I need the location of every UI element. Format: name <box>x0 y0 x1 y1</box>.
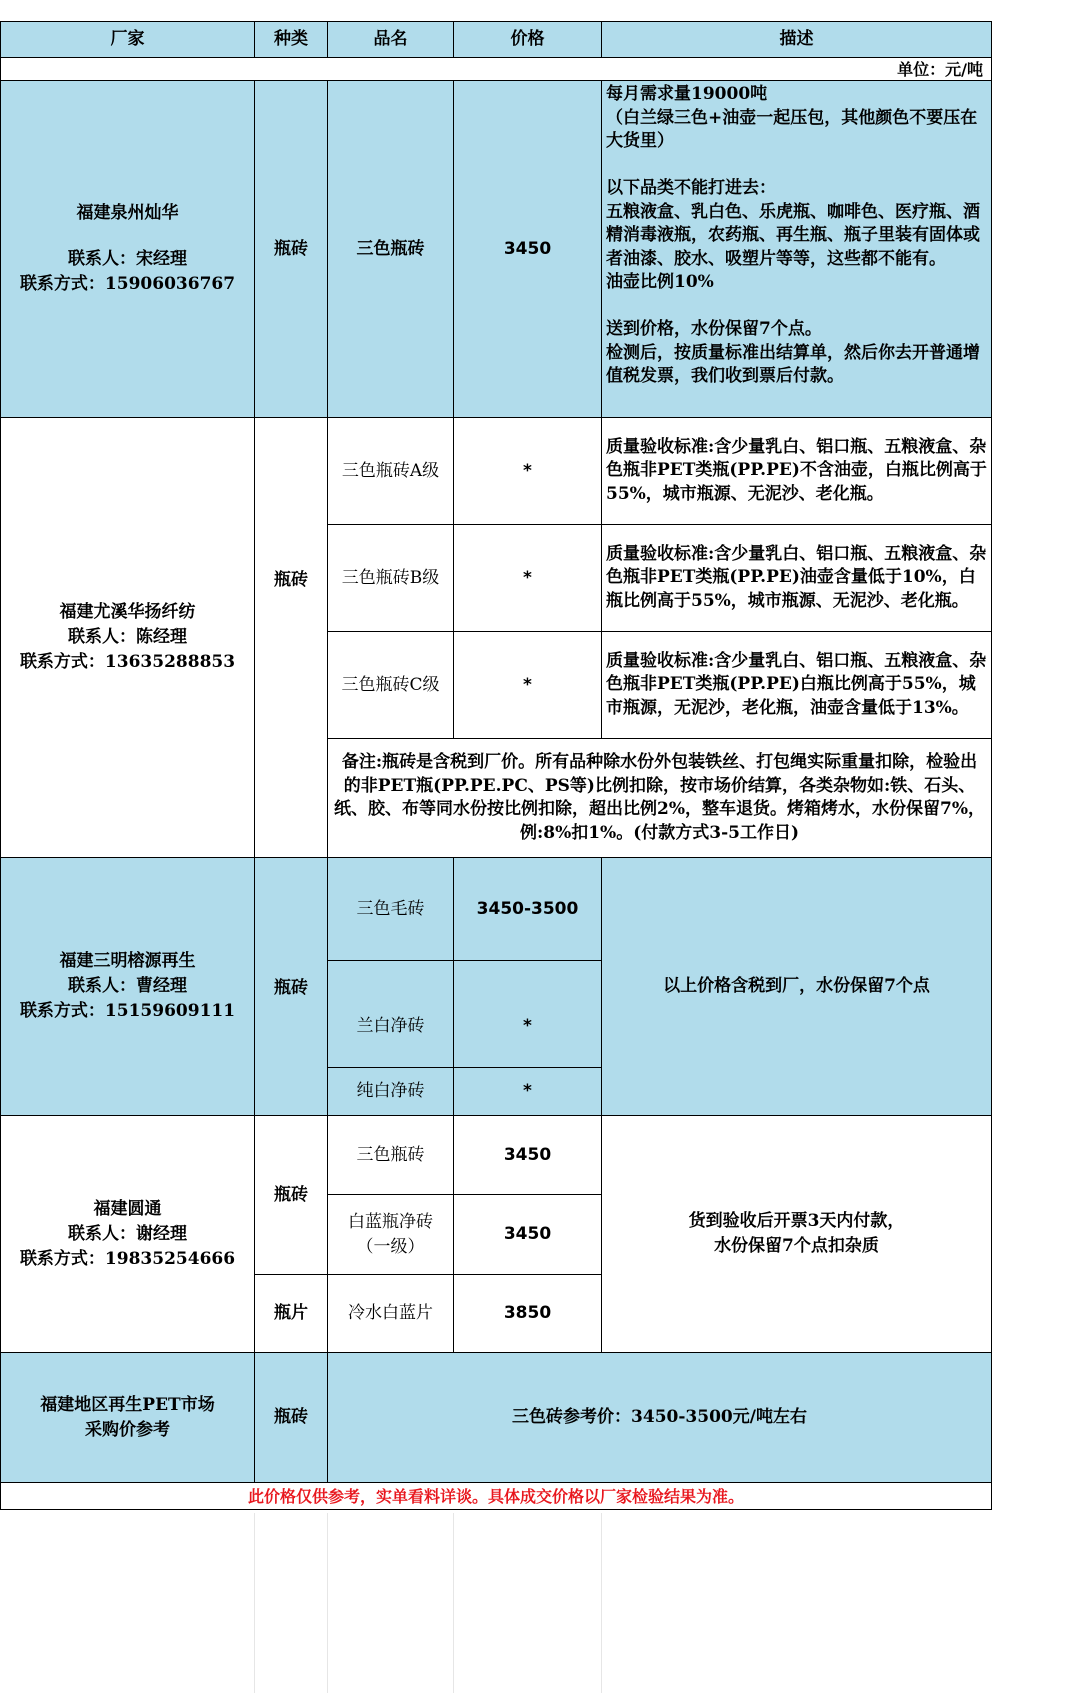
category-reference: 瓶砖 <box>254 1352 328 1483</box>
note-huayang: 备注:瓶砖是含税到厂价。所有品种除水份外包装铁丝、打包绳实际重量扣除，检验出的非PET瓶(PP.PE.PC、PS等)比例扣除，按市场价结算，各类杂物如:铁、石头、纸、胶、布等同水份按比例扣除，超出比例2%，整车退货。烤箱烤水，水份保留7%，例:8%扣1%。(付款方式3-5工作日) <box>327 738 992 858</box>
product-rongyuan-2: 兰白净砖 <box>327 960 454 1068</box>
description-canhua: 每月需求量19000吨 （白兰绿三色+油壶一起压包，其他颜色不要压在大货里） 以下品类不能打进去： 五粮液盒、乳白色、乐虎瓶、咖啡色、医疗瓶、酒精消毒液瓶，农药瓶、再生瓶、瓶子里装有固体或者油漆、胶水、吸塑片等等，这些都不能有。 油壶比例10% 送到价格，水份保留7个点。 检测后，按质量标准出结算单，然后你去开普通增值税发票，我们收到票后付款。 <box>601 80 992 418</box>
price-yuantong-3: 3850 <box>453 1274 602 1353</box>
header-factory: 厂家 <box>0 21 255 58</box>
footer-note: 此价格仅供参考，实单看料详谈。具体成交价格以厂家检验结果为准。 <box>0 1482 992 1510</box>
product-rongyuan-1: 三色毛砖 <box>327 857 454 961</box>
category-huayang: 瓶砖 <box>254 417 328 858</box>
factory-reference <box>0 1352 255 1483</box>
gridline <box>327 1513 328 1693</box>
description-reference: 三色砖参考价：3450-3500元/吨左右 <box>327 1352 992 1483</box>
header-price: 价格 <box>453 21 602 58</box>
product-yuantong-2: 白蓝瓶净砖 （一级） <box>327 1194 454 1275</box>
gridline <box>254 1513 255 1693</box>
factory-huayang <box>0 417 255 858</box>
factory-rongyuan-contact: 联系人：曹经理 <box>68 976 187 996</box>
price-rongyuan-3: * <box>453 1067 602 1116</box>
category-yuantong-1: 瓶砖 <box>254 1115 328 1275</box>
header-category: 种类 <box>254 21 328 58</box>
factory-reference-name: 福建地区再生PET市场 <box>40 1394 215 1415</box>
product-huayang-c: 三色瓶砖C级 <box>327 631 454 739</box>
header-product: 品名 <box>327 21 454 58</box>
product-yuantong-3: 冷水白蓝片 <box>327 1274 454 1353</box>
product-canhua: 三色瓶砖 <box>327 80 454 418</box>
factory-huayang-name: 福建尤溪华扬纤纺 <box>59 602 196 622</box>
factory-canhua <box>0 80 255 418</box>
description-yuantong: 货到验收后开票3天内付款， 水份保留7个点扣杂质 <box>601 1115 992 1353</box>
factory-huayang-phone: 联系方式：13635288853 <box>19 652 236 672</box>
factory-yuantong-name: 福建圆通 <box>93 1198 162 1219</box>
factory-rongyuan-name: 福建三明榕源再生 <box>59 951 196 971</box>
product-yuantong-1: 三色瓶砖 <box>327 1115 454 1195</box>
price-canhua: 3450 <box>453 80 602 418</box>
unit-label: 单位：元/吨 <box>0 57 992 81</box>
description-huayang-c: 质量验收标准:含少量乳白、铝口瓶、五粮液盒、杂色瓶非PET类瓶(PP.PE)白瓶比例高于55%，城市瓶源，无泥沙，老化瓶，油壶含量低于13%。 <box>601 631 992 739</box>
product-huayang-b: 三色瓶砖B级 <box>327 524 454 632</box>
category-canhua: 瓶砖 <box>254 80 328 418</box>
gridline <box>601 1513 602 1693</box>
category-yuantong-2: 瓶片 <box>254 1274 328 1353</box>
price-huayang-b: * <box>453 524 602 632</box>
factory-canhua-name: 福建泉州灿华 <box>76 203 179 223</box>
price-yuantong-2: 3450 <box>453 1194 602 1275</box>
price-huayang-a: * <box>453 417 602 525</box>
price-rongyuan-1: 3450-3500 <box>453 857 602 961</box>
product-huayang-a: 三色瓶砖A级 <box>327 417 454 525</box>
price-huayang-c: * <box>453 631 602 739</box>
factory-rongyuan <box>0 857 255 1116</box>
factory-huayang-contact: 联系人：陈经理 <box>68 627 187 647</box>
factory-reference-sub: 采购价参考 <box>85 1419 170 1440</box>
factory-canhua-phone: 联系方式：15906036767 <box>19 274 236 294</box>
description-huayang-b: 质量验收标准:含少量乳白、铝口瓶、五粮液盒、杂色瓶非PET类瓶(PP.PE)油壶含量低于10%，白瓶比例高于55%，城市瓶源、无泥沙、老化瓶。 <box>601 524 992 632</box>
header-description: 描述 <box>601 21 992 58</box>
category-rongyuan: 瓶砖 <box>254 857 328 1116</box>
price-yuantong-1: 3450 <box>453 1115 602 1195</box>
description-rongyuan: 以上价格含税到厂，水份保留7个点 <box>601 857 992 1116</box>
factory-yuantong-phone: 联系方式：19835254666 <box>19 1248 236 1269</box>
product-rongyuan-3: 纯白净砖 <box>327 1067 454 1116</box>
description-huayang-a: 质量验收标准:含少量乳白、铝口瓶、五粮液盒、杂色瓶非PET类瓶(PP.PE)不含油壶，白瓶比例高于55%，城市瓶源、无泥沙、老化瓶。 <box>601 417 992 525</box>
factory-rongyuan-phone: 联系方式：15159609111 <box>19 1001 236 1021</box>
gridline <box>453 1513 454 1693</box>
factory-yuantong-contact: 联系人：谢经理 <box>68 1223 187 1244</box>
factory-canhua-contact: 联系人：宋经理 <box>68 249 187 269</box>
factory-yuantong <box>0 1115 255 1353</box>
price-rongyuan-2: * <box>453 960 602 1068</box>
